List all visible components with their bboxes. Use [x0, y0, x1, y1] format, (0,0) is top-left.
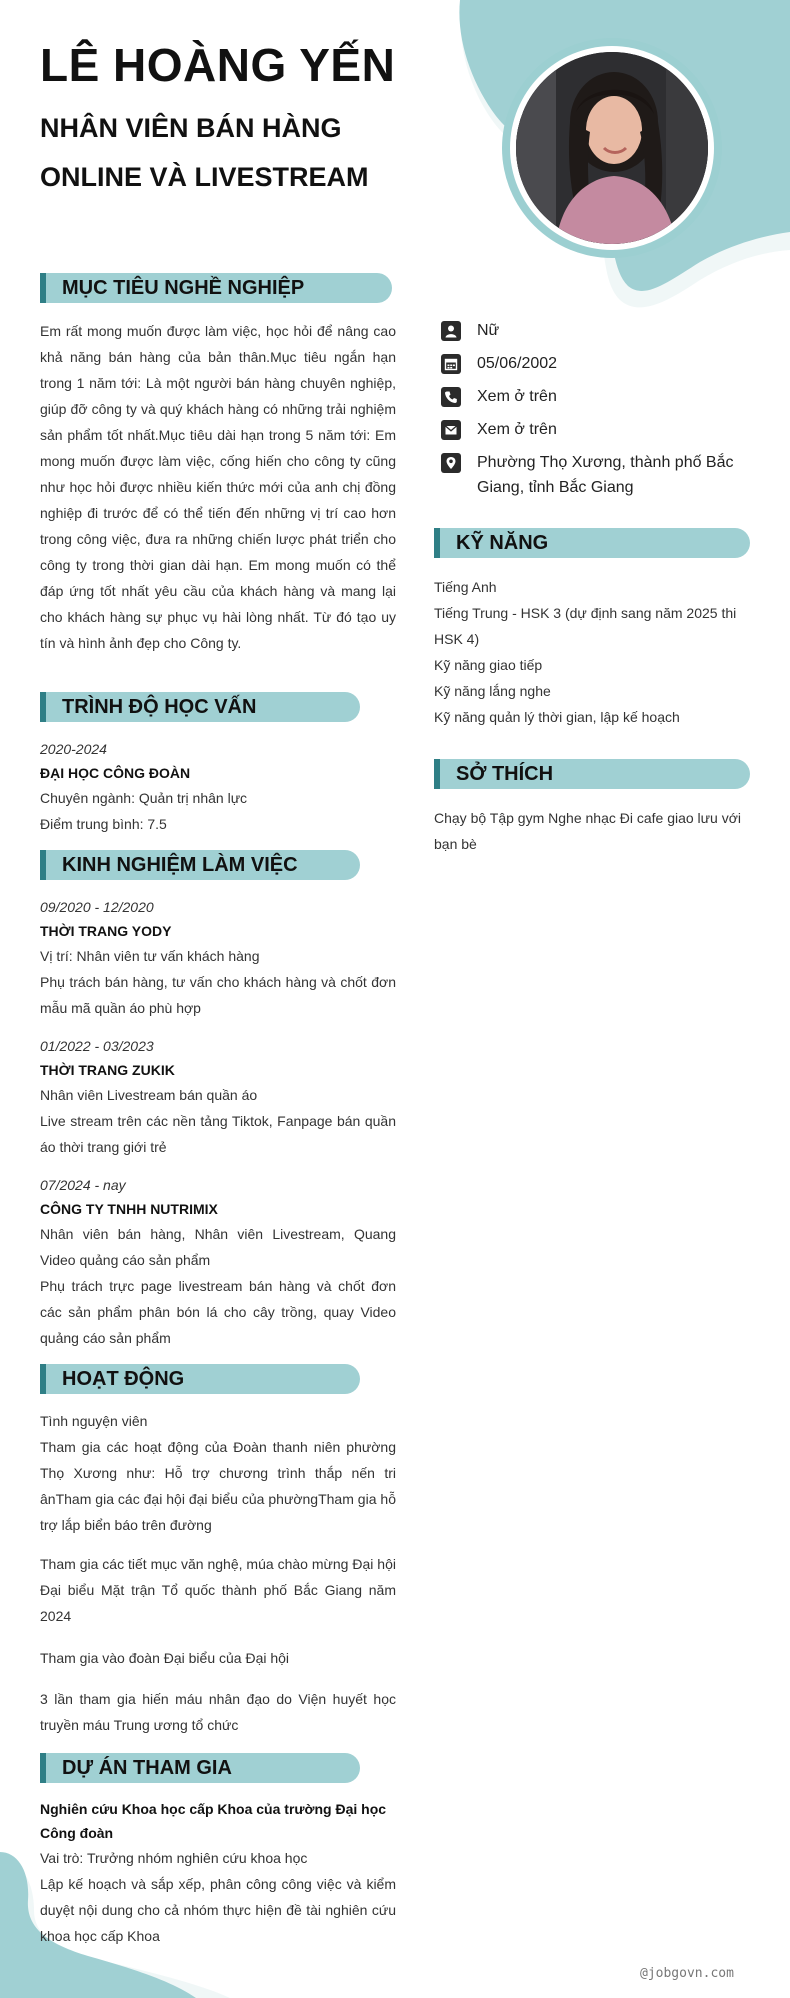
skills-list: [434, 574, 750, 730]
experience-role: Nhân viên bán hàng, Nhân viên Livestream, Quang Video quảng cáo sản phẩm: [40, 1226, 396, 1268]
job-title: [40, 104, 440, 202]
experience-item: [40, 1034, 396, 1160]
experience-role: Vị trí: Nhân viên tư vấn khách hàng: [40, 948, 260, 964]
project-name: Nghiên cứu Khoa học cấp Khoa của trường Đại học Công đoàn: [40, 1801, 387, 1841]
experience-date: 01/2022 - 03/2023: [40, 1038, 154, 1054]
avatar-photo: [516, 52, 708, 244]
experience-company: CÔNG TY TNHH NUTRIMIX: [40, 1201, 218, 1217]
contact-email: Xem ở trên: [441, 417, 756, 442]
contact-address: Phường Thọ Xương, thành phố Bắc Giang, tỉnh Bắc Giang: [441, 450, 756, 500]
experience-item: [40, 1173, 396, 1351]
education-heading: TRÌNH ĐỘ HỌC VẤN: [40, 692, 360, 722]
skill-item: Tiếng Trung - HSK 3 (dự định sang năm 2025 thi HSK 4): [434, 605, 737, 647]
contact-list: [441, 318, 756, 508]
skill-item: Kỹ năng giao tiếp: [434, 657, 543, 673]
experience-desc: Phụ trách bán hàng, tư vấn cho khách hàng và chốt đơn mẫu mã quần áo phù hợp: [40, 974, 396, 1016]
location-icon: [441, 453, 461, 473]
calendar-icon: [441, 354, 461, 374]
projects-heading: DỰ ÁN THAM GIA: [40, 1753, 360, 1783]
person-icon: [441, 321, 461, 341]
project-role: Vai trò: Trưởng nhóm nghiên cứu khoa học: [40, 1850, 308, 1866]
activity-item: 3 lần tham gia hiến máu nhân đạo do Viện huyết học truyền máu Trung ương tổ chức: [40, 1691, 396, 1733]
objective-text: Em rất mong muốn được làm việc, học hỏi để nâng cao khả năng bán hàng của bản thân.Mục tiêu ngắn hạn trong 1 năm tới: Là một người bán hàng chuyên nghiệp, giúp đỡ công ty và quý khách hàng có những trải nghiệm sản phẩm tốt nhất.Mục tiêu dài hạn trong 5 năm tới: Em mong muốn được làm việc, cống hiến cho công ty cũng như học hỏi được nhiều kiến thức mới của anh chị đồng nghiệp đi trước để có thể tiến đến những vị trí cao hơn trong công việc, đưa ra những chiến lược phát triển cho công ty trong thời gian dài hạn. Em mong muốn có thể đáp ứng tốt nhất yêu cầu của khách hàng và mang lại cho khách hàng sự phục vụ hài lòng nhất. Từ đó tạo uy tín và hình ảnh đẹp cho Công ty.: [40, 323, 396, 651]
project-desc: Lập kế hoạch và sắp xếp, phân công công việc và kiểm duyệt nội dung cho cả nhóm thực hiện đề tài nghiên cứu khoa học cấp Khoa: [40, 1876, 396, 1944]
job-title-line-1: NHÂN VIÊN BÁN HÀNG: [40, 113, 342, 143]
education-gpa: Điểm trung bình: 7.5: [40, 816, 167, 832]
activities-heading: HOẠT ĐỘNG: [40, 1364, 360, 1394]
objective-heading: MỤC TIÊU NGHỀ NGHIỆP: [40, 273, 392, 303]
experience-role: Nhân viên Livestream bán quần áo: [40, 1087, 258, 1103]
activity-item: Tham gia vào đoàn Đại biểu của Đại hội: [40, 1650, 290, 1666]
skills-heading: KỸ NĂNG: [434, 528, 750, 558]
skill-item: Tiếng Anh: [434, 579, 497, 595]
education-school: ĐẠI HỌC CÔNG ĐOÀN: [40, 765, 191, 781]
hobbies-heading: SỞ THÍCH: [434, 759, 750, 789]
job-title-line-2: ONLINE VÀ LIVESTREAM: [40, 162, 369, 192]
skill-item: Kỹ năng lắng nghe: [434, 683, 551, 699]
candidate-name: LÊ HOÀNG YẾN: [40, 39, 396, 91]
education-entry: [40, 737, 396, 837]
experience-heading: KINH NGHIỆM LÀM VIỆC: [40, 850, 360, 880]
education-major: Chuyên ngành: Quản trị nhân lực: [40, 790, 248, 806]
watermark: @jobgovn.com: [640, 1966, 734, 1981]
avatar: [516, 52, 708, 244]
contact-birthday: 05/06/2002: [441, 351, 756, 376]
education-date: 2020-2024: [40, 741, 107, 757]
contact-gender: Nữ: [441, 318, 756, 343]
experience-item: [40, 895, 396, 1021]
contact-phone: Xem ở trên: [441, 384, 756, 409]
email-icon: [441, 420, 461, 440]
experience-desc: Live stream trên các nền tảng Tiktok, Fanpage bán quần áo thời trang giới trẻ: [40, 1113, 396, 1155]
phone-icon: [441, 387, 461, 407]
activity-item: Tham gia các tiết mục văn nghệ, múa chào mừng Đại hội Đại biểu Mặt trận Tổ quốc thành phố Bắc Giang năm 2024: [40, 1556, 396, 1624]
experience-company: THỜI TRANG ZUKIK: [40, 1062, 175, 1078]
experience-date: 07/2024 - nay: [40, 1177, 126, 1193]
experience-date: 09/2020 - 12/2020: [40, 899, 154, 915]
experience-desc: Phụ trách trực page livestream bán hàng và chốt đơn các sản phẩm phân bón lá cho cây trồng, quay Video quảng cáo sản phẩm: [40, 1278, 396, 1346]
experience-company: THỜI TRANG YODY: [40, 923, 172, 939]
hobbies-text: Chạy bộ Tập gym Nghe nhạc Đi cafe giao lưu với bạn bè: [434, 810, 742, 852]
activity-item: Tình nguyện viên Tham gia các hoạt động của Đoàn thanh niên phường Thọ Xương như: Hỗ trợ chương trình thắp nến tri ânTham gia các đại hội đại biểu của phườngTham gia hỗ trợ lắp biển báo trên đường: [40, 1413, 396, 1533]
avatar-frame: [502, 38, 722, 258]
project-entry: [40, 1797, 396, 1949]
skill-item: Kỹ năng quản lý thời gian, lập kế hoạch: [434, 709, 680, 725]
